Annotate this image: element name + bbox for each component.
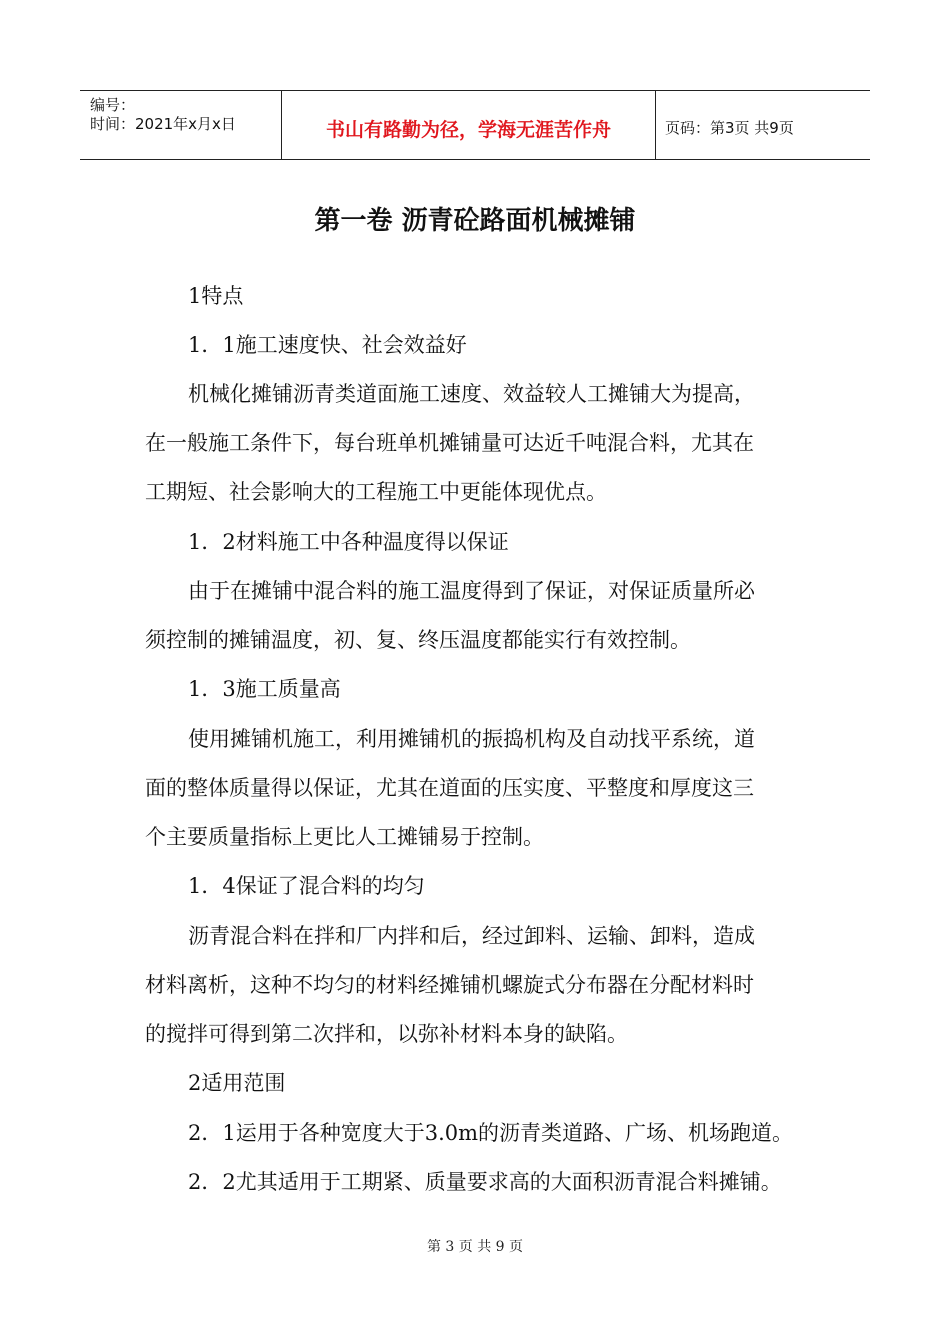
paragraph-line: 机械化摊铺沥青类道面施工速度、效益较人工摊铺大为提高， [188,382,755,406]
header-page-info: 页码：第3页 共9页 [665,119,794,137]
subsection-heading-1-2: 1．2材料施工中各种温度得以保证 [188,530,509,554]
paragraph-line: 使用摊铺机施工，利用摊铺机的振捣机构及自动找平系统，道 [188,727,755,751]
paragraph-line: 面的整体质量得以保证，尤其在道面的压实度、平整度和厚度这三 [145,776,754,800]
page-footer: 第 3 页 共 9 页 [426,1239,524,1255]
paragraph-line: 在一般施工条件下，每台班单机摊铺量可达近千吨混合料，尤其在 [145,431,754,455]
paragraph-line: 个主要质量指标上更比人工摊铺易于控制。 [145,825,544,849]
subsection-heading-2-1: 2．1运用于各种宽度大于3.0m的沥青类道路、广场、机场跑道。 [188,1121,794,1145]
section-heading-1: 1特点 [188,284,244,308]
subsection-heading-1-1: 1．1施工速度快、社会效益好 [188,333,467,357]
header-table [80,90,870,160]
subsection-heading-1-3: 1．3施工质量高 [188,677,341,701]
header-motto: 书山有路勤为径，学海无涯苦作舟 [325,119,611,141]
paragraph-line: 的搅拌可得到第二次拌和，以弥补材料本身的缺陷。 [145,1022,628,1046]
paragraph-line: 由于在摊铺中混合料的施工温度得到了保证，对保证质量所必 [188,579,755,603]
header-page-cell [655,91,870,159]
paragraph-line: 材料离析，这种不均匀的材料经摊铺机螺旋式分布器在分配材料时 [145,973,754,997]
header-meta-cell [80,91,280,159]
paragraph-line: 须控制的摊铺温度，初、复、终压温度都能实行有效控制。 [145,628,691,652]
subsection-heading-1-4: 1．4保证了混合料的均匀 [188,874,425,898]
paragraph-line: 沥青混合料在拌和厂内拌和后，经过卸料、运输、卸料，造成 [188,924,755,948]
document-title: 第一卷 沥青砼路面机械摊铺 [314,206,636,236]
document-number-label: 编号： [90,96,136,114]
subsection-heading-2-2: 2．2尤其适用于工期紧、质量要求高的大面积沥青混合料摊铺。 [188,1170,782,1194]
paragraph-line: 工期短、社会影响大的工程施工中更能体现优点。 [145,480,607,504]
document-time-label: 时间：2021年x月x日 [90,115,236,133]
section-heading-2: 2适用范围 [188,1071,286,1095]
header-motto-cell [281,91,656,159]
